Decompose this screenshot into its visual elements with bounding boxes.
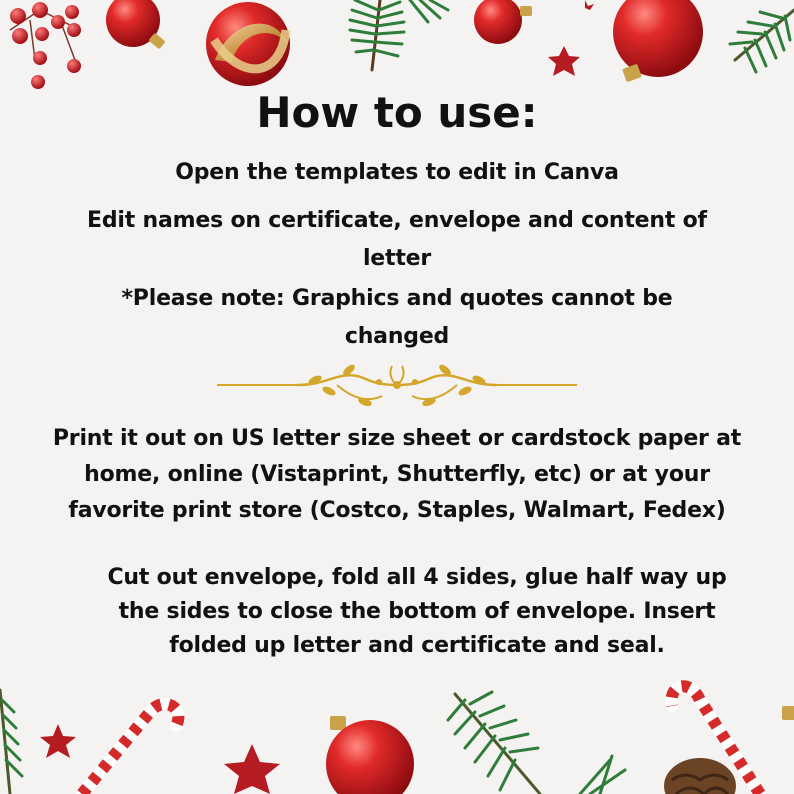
page-title: How to use: [256, 88, 538, 137]
step-open-canva: Open the templates to edit in Canva [175, 160, 619, 185]
step-cut-line1: Cut out envelope, fold all 4 sides, glue half way up [107, 565, 727, 590]
step-print-line3: favorite print store (Costco, Staples, Walmart, Fedex) [68, 498, 726, 523]
gold-flourish-divider [217, 358, 577, 414]
step-cut-line3: folded up letter and certificate and seal. [169, 633, 665, 658]
note-line2: changed [344, 324, 450, 349]
step-print-line1: Print it out on US letter size sheet or cardstock paper at [52, 426, 742, 451]
step-edit-names-line2: letter [362, 246, 432, 271]
step-print-line2: home, online (Vistaprint, Shutterfly, etc) or at your [84, 462, 710, 487]
step-edit-names-line1: Edit names on certificate, envelope and content of [87, 208, 707, 233]
note-line1: *Please note: Graphics and quotes cannot be [121, 286, 673, 311]
step-cut-line2: the sides to close the bottom of envelope. Insert [118, 599, 716, 624]
